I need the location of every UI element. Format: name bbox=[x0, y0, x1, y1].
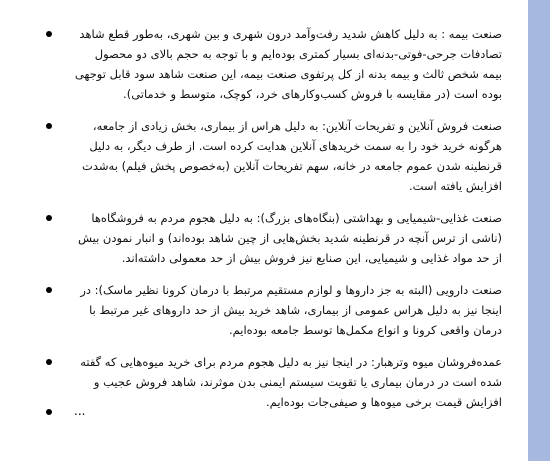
bullet-icon bbox=[46, 123, 52, 129]
list-item-text: صنعت بیمه : به دلیل کاهش شدید رفت‌وآمد درون شهری و بین شهری، به‌طور قطع شاهد تصادفات جرحی-فوتی-بدنه‌ای بسیار کمتری بوده‌ایم و با توجه به حجم بالای دو محصول بیمه شخص ثالث و بیمه بدنه از کل پرتفوی صنعت بیمه، این صنعت شاهد سود قابل توجهی بوده است (در مقایسه با فروش کسب‌وکارهای خرد، کوچک، متوسط و خدماتی). bbox=[74, 27, 502, 101]
bullet-list bbox=[44, 24, 502, 424]
bullet-icon bbox=[46, 215, 52, 221]
list-item bbox=[44, 352, 502, 412]
bullet-icon bbox=[46, 409, 52, 415]
list-item-text: صنعت فروش آنلاین و تفریحات آنلاین: به دلیل هراس از بیماری، بخش زیادی از جامعه، هرگونه خرید خود را به سمت خریدهای آنلاین هدایت کرده است. از طرف دیگر، به دلیل قرنطینه شدن عموم جامعه در خانه، سهم تفریحات آنلاین (به‌خصوص پخش فیلم) به‌شدت افزایش یافته است. bbox=[82, 119, 502, 193]
ellipsis-text: ... bbox=[74, 404, 86, 418]
list-item bbox=[44, 116, 502, 196]
list-item-text: صنعت دارویی (البته به جز داروها و لوازم مستقیم مرتبط با درمان کرونا نظیر ماسک): در اینجا نیز به دلیل هراس عمومی از بیماری، شاهد خرید بیش از حد داروهای غیر مرتبط با درمان واقعی کرونا و انواع مکمل‌ها توسط جامعه بوده‌ایم. bbox=[80, 283, 502, 337]
bullet-icon bbox=[46, 287, 52, 293]
list-item-text: صنعت غذایی-شیمیایی و بهداشتی (بنگاه‌های بزرگ): به دلیل هجوم مردم به فروشگاه‌ها (ناشی از ترس آنچه در قرنطینه شدید بخش‌هایی از چین شاهد بوده‌اند) و انبار نمودن بیش از حد مواد غذایی و شیمیایی، این صنایع نیز فروش بیش از حد معمولی داشته‌اند. bbox=[77, 211, 502, 265]
bullet-icon bbox=[46, 31, 52, 37]
list-item bbox=[44, 208, 502, 268]
list-item bbox=[44, 24, 502, 104]
list-item bbox=[44, 280, 502, 340]
page-margin-bar bbox=[528, 0, 550, 461]
list-item-text: عمده‌فروشان میوه وترهبار: در اینجا نیز به دلیل هجوم مردم برای خرید میوه‌هایی که گفته شده است در درمان بیماری یا تقویت سیستم ایمنی بدن موثرند، شاهد فروش عجیب و افزایش قیمت برخی میوه‌ها و صیفی‌جات بوده‌ایم. bbox=[80, 355, 502, 409]
ellipsis-item bbox=[46, 404, 85, 418]
bullet-icon bbox=[46, 359, 52, 365]
